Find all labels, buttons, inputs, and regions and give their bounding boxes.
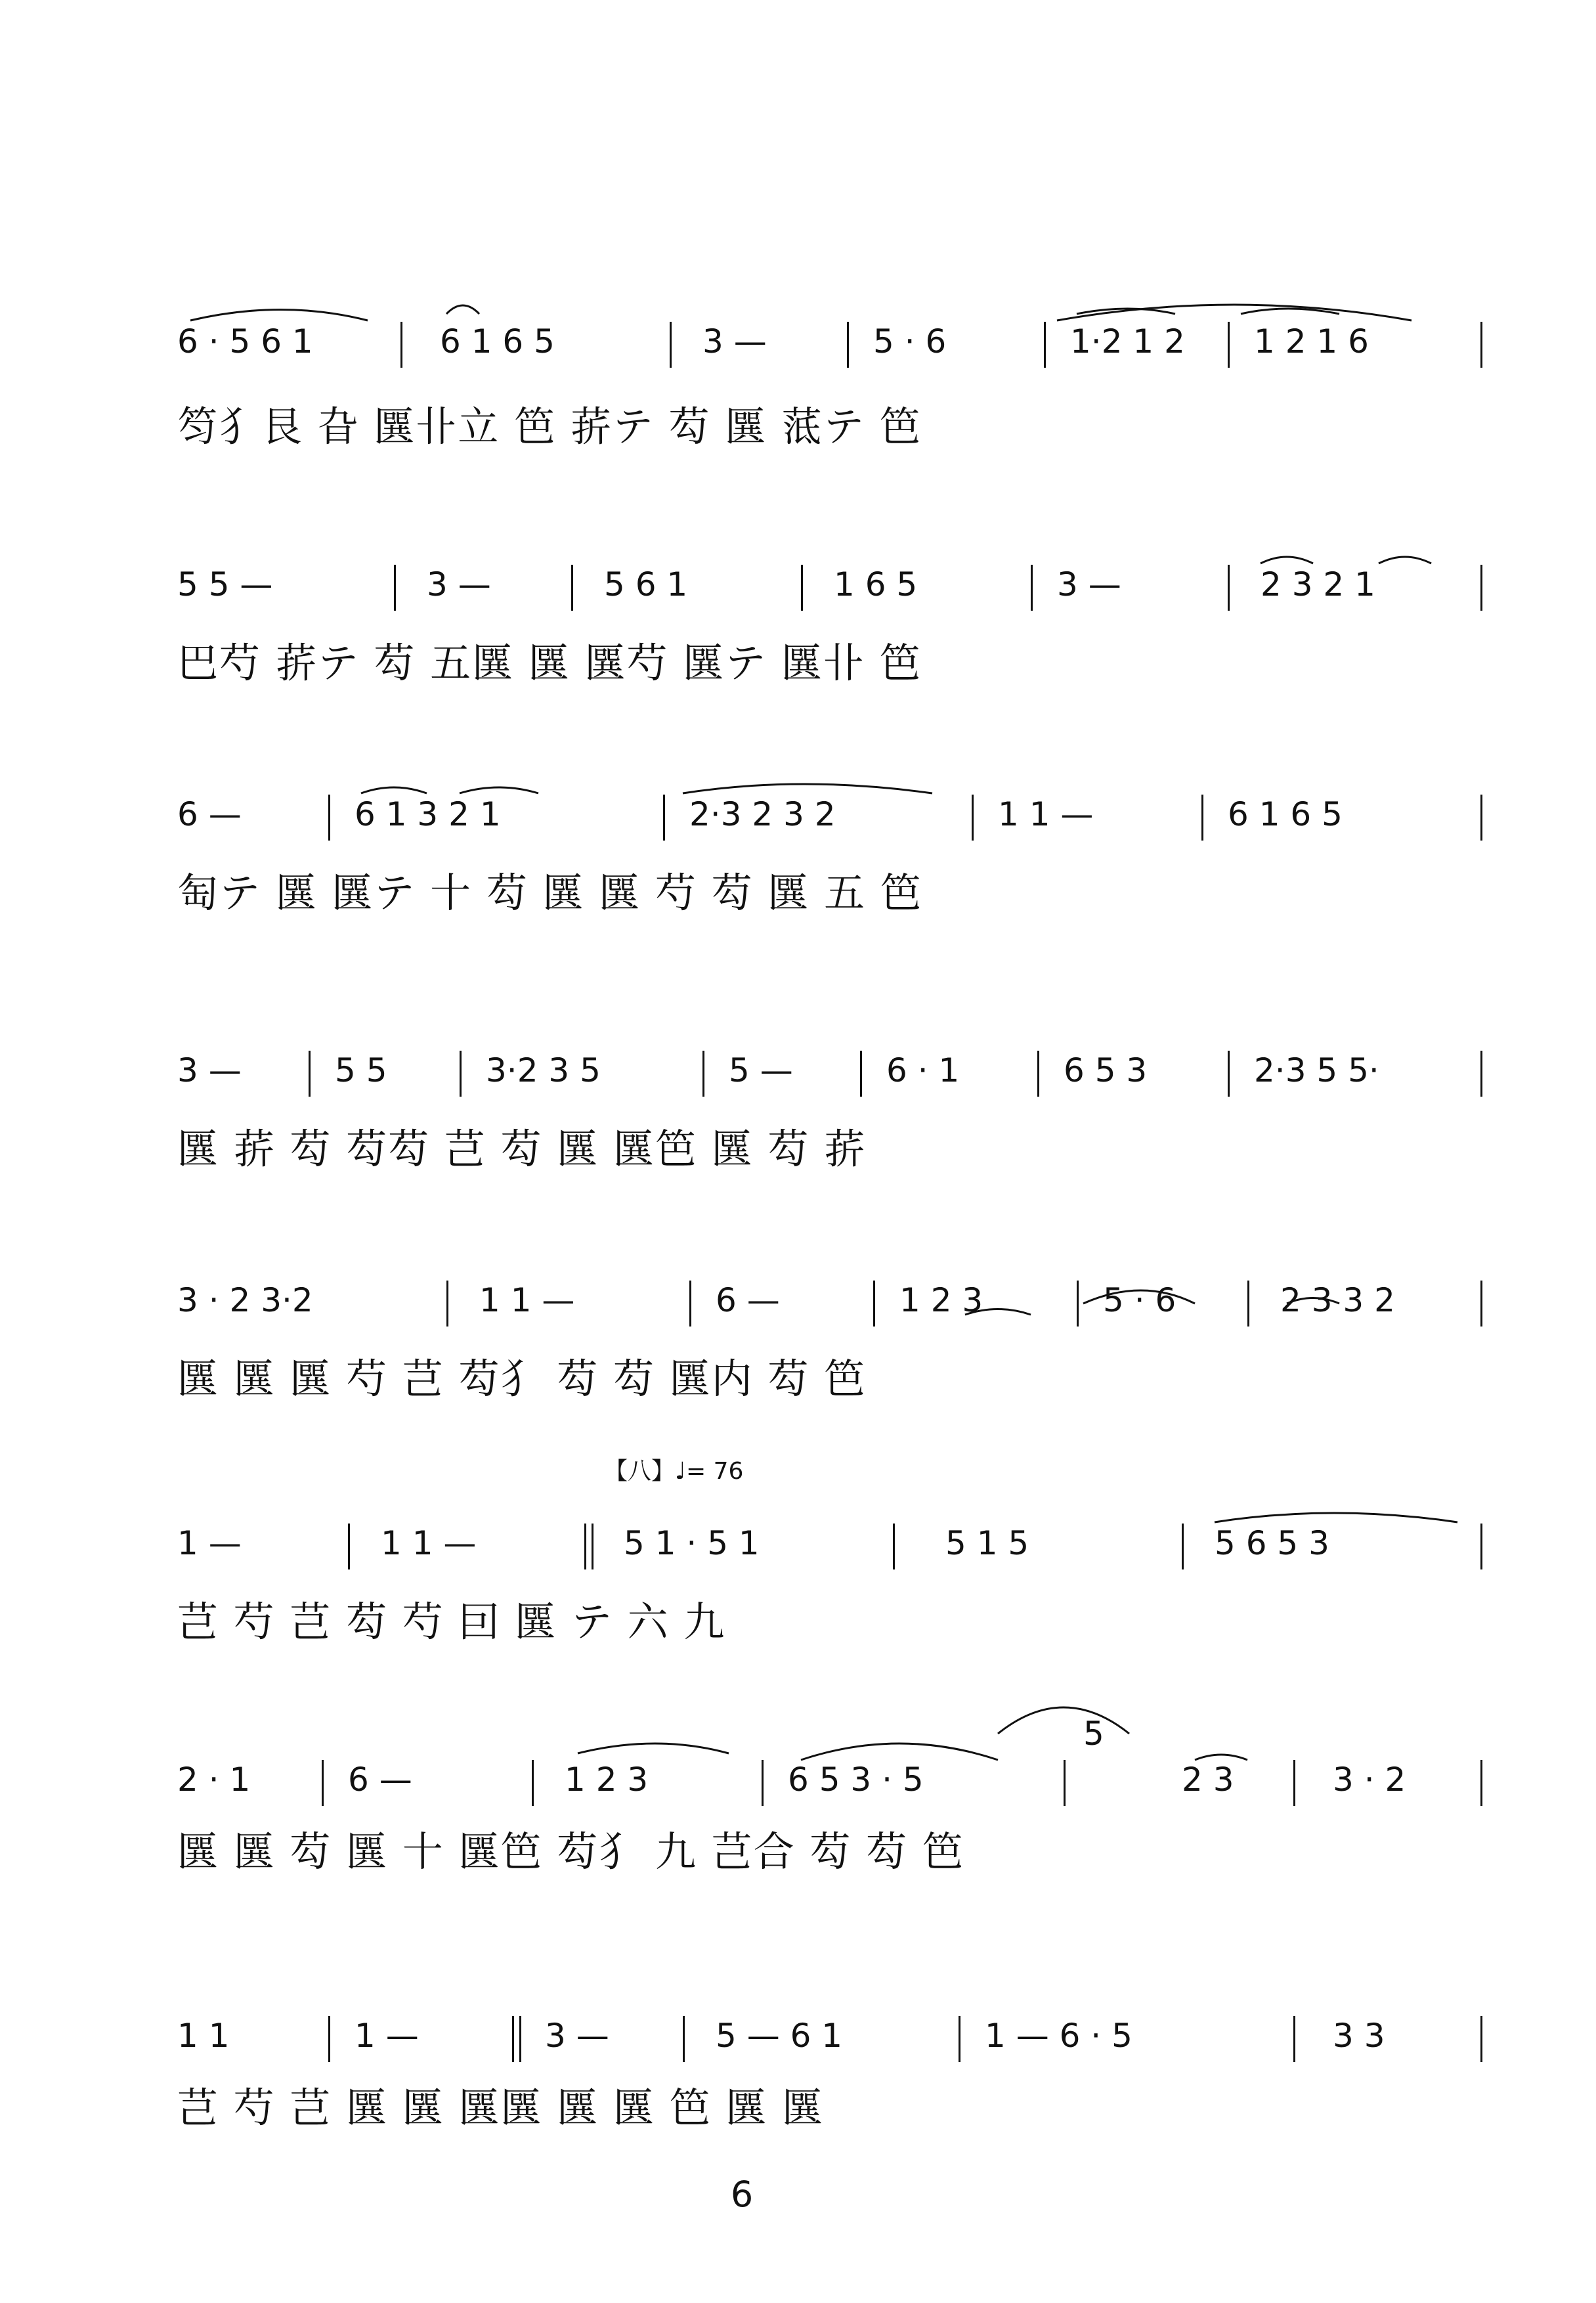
barline xyxy=(1480,565,1482,611)
barline xyxy=(1247,1281,1249,1327)
barline xyxy=(1228,565,1230,611)
barline xyxy=(309,1051,311,1097)
tempo-marking: 【八】♩= 76 xyxy=(604,1458,744,1485)
barline xyxy=(1064,1760,1066,1806)
measure: 6 1 6 5 xyxy=(1228,795,1343,833)
measure: 2·3 5 5· xyxy=(1254,1051,1379,1089)
barline xyxy=(1293,2016,1295,2062)
measure: 6 1 3 2 1 xyxy=(355,795,501,833)
measure: 5 6 1 xyxy=(604,565,688,603)
barline xyxy=(1480,1281,1482,1327)
measure: 5 6 5 3 xyxy=(1215,1524,1329,1562)
number-line-6 xyxy=(177,1524,1484,1602)
measure: 6 — xyxy=(716,1281,780,1319)
barline xyxy=(1182,1524,1184,1569)
barline xyxy=(689,1281,691,1327)
barline xyxy=(394,565,396,611)
measure: 2 3 3 2 xyxy=(1280,1281,1395,1319)
barline xyxy=(348,1524,350,1569)
measure: 3 · 2 xyxy=(1333,1761,1406,1799)
barline xyxy=(1480,1524,1482,1569)
measure: 5 5 xyxy=(335,1051,387,1089)
measure: 6 · 5 6 1 xyxy=(177,322,313,361)
measure: 6 — xyxy=(177,795,242,833)
measure: 6 1 6 5 xyxy=(440,322,555,361)
measure: 1 2 1 6 xyxy=(1254,322,1369,361)
barline xyxy=(801,565,803,611)
barline xyxy=(532,1760,534,1806)
tablature-text: 笉犭艮 旮 㔵卝立 笆 䓆テ 芶 㔵 䓜テ 笆 xyxy=(177,403,922,450)
measure: 6 · 1 xyxy=(886,1051,960,1089)
number-line-5 xyxy=(177,1281,1484,1359)
barline xyxy=(972,795,974,841)
barline xyxy=(571,565,573,611)
barline xyxy=(1037,1051,1039,1097)
barline xyxy=(1031,565,1033,611)
tablature-line-6 xyxy=(177,1596,1484,1688)
tablature-line-8 xyxy=(177,2082,1484,2174)
measure: 1 1 — xyxy=(479,1281,575,1319)
tablature-line-4 xyxy=(177,1123,1484,1215)
tablature-line-5 xyxy=(177,1353,1484,1445)
measure: 5 · 6 xyxy=(873,322,947,361)
barline xyxy=(328,795,330,841)
tablature-text: 巴芍 䓆テ 芶 五㔵 㔵 㔵芍 㔵テ 㔵卝 笆 xyxy=(177,639,922,687)
measure: 5 xyxy=(1083,1715,1104,1753)
barline xyxy=(893,1524,895,1569)
tablature-text: 㔵 㔵 芶 㔵 十 㔵笆 芶犭 九 芑合 芶 芶 笆 xyxy=(177,1828,964,1875)
barline xyxy=(400,322,402,368)
tablature-line-2 xyxy=(177,637,1484,729)
number-line-1 xyxy=(177,322,1484,401)
measure: 5 — 6 1 xyxy=(716,2017,843,2055)
tablature-line-7 xyxy=(177,1826,1484,1918)
measure: 2·3 2 3 2 xyxy=(689,795,836,833)
measure: 5 — xyxy=(729,1051,793,1089)
number-line-2 xyxy=(177,565,1484,644)
measure: 3 — xyxy=(545,2017,609,2055)
measure: 1 6 5 xyxy=(834,565,918,603)
tablature-line-1 xyxy=(177,401,1484,493)
measure: 1 1 xyxy=(177,2017,230,2055)
measure: 1·2 1 2 xyxy=(1070,322,1185,361)
barline xyxy=(1480,1760,1482,1806)
measure: 2 3 2 1 xyxy=(1261,565,1375,603)
tablature-text: 㔵 㔵 㔵 芍 芑 芶犭 芶 芶 㔵内 芶 笆 xyxy=(177,1355,867,1403)
measure: 3 3 xyxy=(1333,2017,1385,2055)
barline xyxy=(1201,795,1203,841)
number-line-4 xyxy=(177,1051,1484,1130)
measure: 1 2 3 xyxy=(565,1761,649,1799)
tablature-text: 芑 芍 芑 芶 芍 囙 㔵 テ 六 九 xyxy=(177,1598,726,1646)
barline xyxy=(1077,1281,1079,1327)
measure: 5 · 6 xyxy=(1103,1281,1176,1319)
double-barline xyxy=(512,2016,521,2062)
barline xyxy=(322,1760,324,1806)
measure: 2 · 1 xyxy=(177,1761,251,1799)
barline xyxy=(1228,322,1230,368)
measure: 3 — xyxy=(1057,565,1121,603)
measure: 6 5 3 · 5 xyxy=(788,1761,924,1799)
barline xyxy=(702,1051,704,1097)
barline xyxy=(1480,322,1482,368)
barline xyxy=(328,2016,330,2062)
measure: 6 5 3 xyxy=(1064,1051,1148,1089)
measure: 1 1 — xyxy=(381,1524,477,1562)
barline xyxy=(959,2016,960,2062)
number-line-3 xyxy=(177,795,1484,873)
barline xyxy=(1293,1760,1295,1806)
barline xyxy=(1228,1051,1230,1097)
double-barline xyxy=(584,1524,593,1569)
barline xyxy=(446,1281,448,1327)
barline xyxy=(1480,2016,1482,2062)
barline xyxy=(873,1281,875,1327)
barline xyxy=(663,795,665,841)
barline xyxy=(1044,322,1046,368)
barline xyxy=(762,1760,764,1806)
measure: 1 — xyxy=(355,2017,419,2055)
measure: 2 3 xyxy=(1182,1761,1234,1799)
measure: 5 1 5 xyxy=(945,1524,1029,1562)
measure: 3·2 3 5 xyxy=(486,1051,601,1089)
barline xyxy=(670,322,672,368)
barline xyxy=(1480,795,1482,841)
measure: 1 2 3 xyxy=(899,1281,983,1319)
measure: 1 1 — xyxy=(998,795,1094,833)
measure: 6 — xyxy=(348,1761,412,1799)
tablature-text: 芑 芍 芑 㔵 㔵 㔵㔵 㔵 㔵 笆 㔵 㔵 xyxy=(177,2084,825,2132)
measure: 3 — xyxy=(702,322,767,361)
measure: 5 5 — xyxy=(177,565,273,603)
measure: 3 · 2 3·2 xyxy=(177,1281,313,1319)
measure: 5 1 · 5 1 xyxy=(624,1524,760,1562)
barline xyxy=(683,2016,685,2062)
tablature-text: 㔵 䓆 芶 芶芶 芑 芶 㔵 㔵笆 㔵 芶 䓆 xyxy=(177,1125,867,1173)
measure: 3 — xyxy=(177,1051,242,1089)
tablature-line-3 xyxy=(177,867,1484,959)
barline xyxy=(460,1051,462,1097)
page-number: 6 xyxy=(730,2174,754,2215)
barline xyxy=(860,1051,862,1097)
measure: 1 — xyxy=(177,1524,242,1562)
barline xyxy=(1480,1051,1482,1097)
measure: 3 — xyxy=(427,565,491,603)
barline xyxy=(847,322,849,368)
measure: 1 — 6 · 5 xyxy=(985,2017,1132,2055)
tablature-text: 匋テ 㔵 㔵テ 十 芶 㔵 㔵 芍 芶 㔵 五 笆 xyxy=(177,869,922,917)
